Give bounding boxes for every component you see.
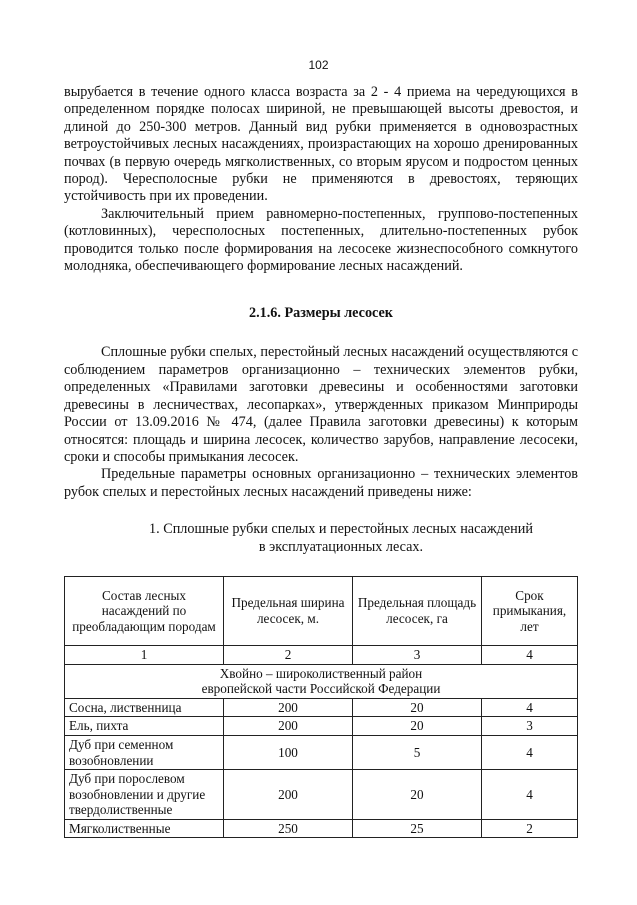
term-cell: 4 <box>482 770 578 820</box>
page-number: 102 <box>308 58 329 72</box>
table-caption <box>64 521 578 556</box>
width-cell: 250 <box>224 819 353 838</box>
column-number: 2 <box>224 645 353 664</box>
column-number-row <box>65 645 578 664</box>
table-row <box>65 698 578 717</box>
paragraph-1: вырубается в течение одного класса возраста за 2 - 4 приема на чередующихся в определенном порядке полосах шириной, не превышающей высоты древостоя, и длиной до 250-300 метров. Данный вид рубки применяется в одновозрастных ветроустойчивых лесных насаждениях, произрастающих на хорошо дренированных почвах (в первую очередь мягколиственных, со вторым ярусом и подростом ценных пород). Чересполосные рубки не применяются в древостоях, теряющих устойчивость при их проведении. <box>64 84 578 205</box>
area-cell: 20 <box>353 698 482 717</box>
table-row <box>65 735 578 769</box>
table-row <box>65 717 578 736</box>
area-cell: 5 <box>353 735 482 769</box>
region-cell <box>65 664 578 698</box>
term-cell: 2 <box>482 819 578 838</box>
header-species: Состав лесных насаждений по преобладающим породам <box>65 576 224 645</box>
species-cell: Дуб при семенном возобновлении <box>65 735 224 769</box>
cutting-parameters-table <box>64 576 578 839</box>
region-line-1: Хвойно – широколиственный район <box>219 665 423 681</box>
page-content <box>64 84 578 838</box>
column-number: 3 <box>353 645 482 664</box>
paragraph-3: Сплошные рубки спелых, перестойный лесных насаждений осуществляются с соблюдением параметров организационно – технических элементов рубки, определенных «Правилами заготовки древесины и особенностями заготовки древесины в лесничествах, лесопарках», утвержденных приказом Минприроды России от 13.09.2016 № 474, (далее Правила заготовки древесины) к которым относятся: площадь и ширина лесосек, количество зарубов, направление лесосеки, сроки и способы примыкания лесосек. <box>64 344 578 465</box>
species-cell: Ель, пихта <box>65 717 224 736</box>
width-cell: 200 <box>224 717 353 736</box>
region-row <box>65 664 578 698</box>
paragraph-4: Предельные параметры основных организационно – технических элементов рубок спелых и перестойных лесных насаждений приведены ниже: <box>64 466 578 500</box>
width-cell: 200 <box>224 698 353 717</box>
area-cell: 20 <box>353 717 482 736</box>
header-width: Предельная ширина лесосек, м. <box>224 576 353 645</box>
width-cell: 100 <box>224 735 353 769</box>
table-row <box>65 819 578 838</box>
species-cell: Мягколиственные <box>65 819 224 838</box>
species-cell: Дуб при порослевом возобновлении и другие твердолиственные <box>65 770 224 820</box>
width-cell: 200 <box>224 770 353 820</box>
species-cell: Сосна, лиственница <box>65 698 224 717</box>
header-term: Срок примыкания, лет <box>482 576 578 645</box>
area-cell: 25 <box>353 819 482 838</box>
area-cell: 20 <box>353 770 482 820</box>
paragraph-2: Заключительный прием равномерно-постепенных, группово-постепенных (котловинных), чересполосных постепенных, длительно-постепенных рубок проводится только после формирования на лесосеке жизнеспособного сомкнутого молодняка, обеспечивающего формирование лесных насаждений. <box>64 205 578 275</box>
region-line-2: европейской части Российской Федерации <box>201 681 441 697</box>
table-caption-line-2: в эксплуатационных лесах. <box>258 538 424 555</box>
term-cell: 4 <box>482 735 578 769</box>
table-row <box>65 770 578 820</box>
column-number: 4 <box>482 645 578 664</box>
term-cell: 4 <box>482 698 578 717</box>
term-cell: 3 <box>482 717 578 736</box>
table-caption-line-1: 1. Сплошные рубки спелых и перестойных лесных насаждений <box>149 521 533 538</box>
column-number: 1 <box>65 645 224 664</box>
header-area: Предельная площадь лесосек, га <box>353 576 482 645</box>
table-header-row <box>65 576 578 645</box>
section-heading: 2.1.6. Размеры лесосек <box>249 305 393 322</box>
